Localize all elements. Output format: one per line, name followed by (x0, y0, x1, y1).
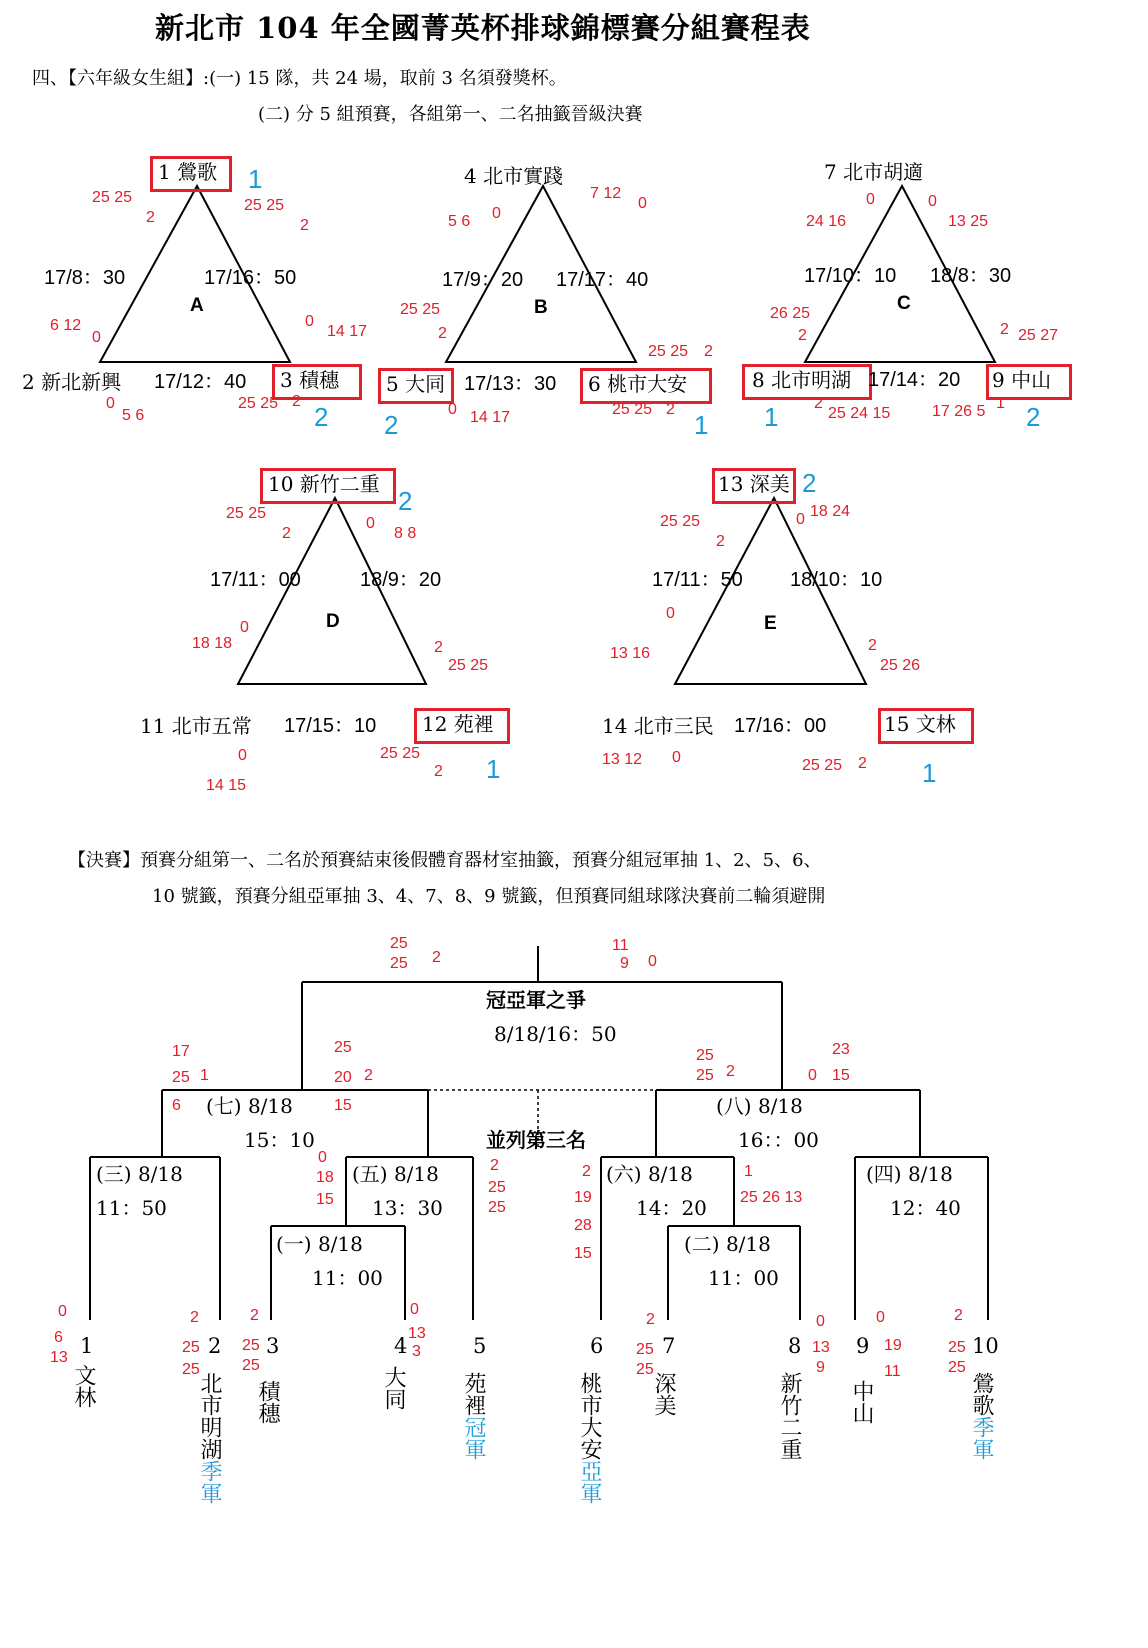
team-name: 大同 (381, 1366, 406, 1410)
score: 13 25 (948, 213, 989, 230)
group-d-top-team: 10 新竹二重 (268, 472, 380, 496)
score: 0 (808, 1067, 817, 1084)
team-name: 桃市大安 (577, 1372, 602, 1460)
slot-number: 7 (662, 1334, 676, 1358)
round-7-label: (七) 8/18 (206, 1094, 293, 1118)
score: 0 (448, 401, 457, 418)
group-a-rank-right: 2 (314, 402, 329, 432)
slot-team-8 (777, 1372, 810, 1460)
score: 2 (432, 949, 441, 966)
slot-number: 10 (972, 1334, 999, 1358)
group-a-top-team: 1 鶯歌 (158, 160, 218, 184)
group-e-left-team: 14 北市三民 (602, 714, 714, 738)
slot-team-6 (577, 1372, 610, 1504)
group-b-left-team: 5 大同 (386, 372, 446, 396)
slot-team-3 (255, 1380, 288, 1424)
award-label: 亞軍 (577, 1460, 602, 1504)
score: 2 (704, 343, 713, 360)
match-time: 17/17：40 (556, 269, 649, 291)
team-name: 深美 (651, 1372, 676, 1416)
score: 11 (612, 937, 629, 954)
score: 25 25 (802, 757, 843, 774)
score: 2 (434, 763, 443, 780)
score: 2 (814, 395, 823, 412)
group-a-left-team: 2 新北新興 (22, 370, 122, 394)
score: 25 (390, 955, 408, 972)
slot-number: 1 (80, 1334, 94, 1358)
slot-team-9 (849, 1380, 882, 1424)
match-time: 17/11：50 (652, 569, 743, 591)
score: 25 (696, 1067, 714, 1084)
intro-line-1: 四、【六年級女生組】:(一) 15 隊，共 24 場，取前 3 名須發獎杯。 (32, 68, 567, 89)
score: 25 26 13 (740, 1189, 803, 1206)
page-title: 新北市 104 年全國菁英杯排球錦標賽分組賽程表 (155, 11, 811, 45)
score: 18 24 (810, 503, 851, 520)
score: 25 27 (1018, 327, 1059, 344)
slot-number: 4 (394, 1334, 408, 1358)
group-label: E (764, 613, 777, 634)
score: 19 (884, 1337, 902, 1354)
match-time: 17/14：20 (868, 369, 961, 391)
score: 25 (488, 1179, 506, 1196)
slot-team-4 (381, 1366, 414, 1410)
group-b-rank-right: 1 (694, 410, 709, 440)
score: 0 (876, 1309, 885, 1326)
slot-team-5 (461, 1372, 494, 1460)
score: 11 (884, 1363, 901, 1380)
group-label: D (326, 611, 340, 632)
group-e-right-team: 15 文林 (884, 712, 956, 736)
score: 17 26 5 (932, 403, 986, 420)
score: 17 (172, 1043, 190, 1060)
group-a-rank-top: 1 (248, 164, 263, 194)
score: 25 (488, 1199, 506, 1216)
final-time: 8/18/16：50 (494, 1022, 617, 1046)
score: 25 (390, 935, 408, 952)
match-time: 17/10：10 (804, 265, 897, 287)
match-time: 17/15：10 (284, 715, 377, 737)
group-a-right-team: 3 積穗 (280, 368, 340, 392)
team-name: 中山 (849, 1380, 874, 1424)
group-label: B (534, 297, 548, 318)
slot-number: 5 (473, 1334, 487, 1358)
score: 6 (54, 1329, 63, 1346)
score: 2 (190, 1309, 199, 1326)
score: 2 (434, 639, 443, 656)
group-d-rank-top: 2 (398, 486, 413, 516)
score: 7 12 (590, 185, 622, 202)
score: 25 25 (226, 505, 267, 522)
score: 0 (816, 1313, 825, 1330)
score: 25 25 (448, 657, 489, 674)
round-7-time: 15：10 (244, 1128, 315, 1152)
score: 2 (282, 525, 291, 542)
round-8-label: (八) 8/18 (716, 1094, 803, 1118)
score: 0 (238, 747, 247, 764)
team-name: 文林 (71, 1364, 96, 1408)
score: 15 (316, 1191, 334, 1208)
group-c-top-team: 7 北市胡適 (824, 160, 924, 184)
score: 0 (866, 191, 875, 208)
score: 15 (832, 1067, 850, 1084)
round-3-label: (三) 8/18 (96, 1162, 183, 1186)
score: 2 (716, 533, 725, 550)
round-2-label: (二) 8/18 (684, 1232, 771, 1256)
match-time: 17/9：20 (442, 269, 524, 291)
score: 9 (816, 1359, 825, 1376)
slot-number: 9 (856, 1334, 870, 1358)
group-e-top-team: 13 深美 (718, 472, 790, 496)
score: 25 25 (400, 301, 441, 318)
slot-team-10 (969, 1372, 1002, 1460)
score: 0 (240, 619, 249, 636)
score: 25 (696, 1047, 714, 1064)
team-name: 積穗 (255, 1380, 280, 1424)
score: 18 18 (192, 635, 233, 652)
match-time: 17/11：00 (210, 569, 301, 591)
third-place-label: 並列第三名 (486, 1128, 586, 1152)
score: 25 26 (880, 657, 921, 674)
score: 25 (242, 1337, 260, 1354)
final-label: 冠亞軍之爭 (486, 988, 586, 1012)
score: 0 (58, 1303, 67, 1320)
score: 25 (636, 1341, 654, 1358)
score: 25 25 (380, 745, 421, 762)
match-time: 17/16：00 (734, 715, 827, 737)
score: 0 (106, 395, 115, 412)
round-8-time: 16：：00 (738, 1128, 819, 1152)
slot-team-1 (71, 1364, 104, 1408)
score: 2 (858, 755, 867, 772)
slot-number: 6 (590, 1334, 604, 1358)
score: 2 (300, 217, 309, 234)
group-c-rank-left: 1 (764, 402, 779, 432)
award-label: 季軍 (969, 1416, 994, 1460)
score: 0 (672, 749, 681, 766)
score: 2 (490, 1157, 499, 1174)
score: 25 25 (660, 513, 701, 530)
group-label: C (897, 293, 911, 314)
score: 25 (182, 1339, 200, 1356)
slot-team-2 (197, 1372, 230, 1504)
score: 25 24 15 (828, 405, 891, 422)
score: 0 (666, 605, 675, 622)
match-time: 18/9：20 (360, 569, 442, 591)
score: 25 25 (244, 197, 285, 214)
group-d-right-team: 12 苑裡 (422, 712, 494, 736)
group-c-left-team: 8 北市明湖 (752, 368, 852, 392)
score: 0 (648, 953, 657, 970)
score: 15 (574, 1245, 592, 1262)
score: 15 (334, 1097, 352, 1114)
score: 1 (200, 1067, 209, 1084)
score: 0 (92, 329, 101, 346)
round-3-time: 11：50 (96, 1196, 167, 1220)
score: 18 (316, 1169, 334, 1186)
score: 25 25 (612, 401, 653, 418)
score: 2 (646, 1311, 655, 1328)
score: 2 (364, 1067, 373, 1084)
score: 25 (636, 1361, 654, 1378)
team-name: 苑裡 (461, 1372, 486, 1416)
round-1-time: 11：00 (312, 1266, 383, 1290)
score: 6 (172, 1097, 181, 1114)
score: 25 (172, 1069, 190, 1086)
group-b-top-team: 4 北市實踐 (464, 164, 564, 188)
round-6-label: (六) 8/18 (606, 1162, 693, 1186)
score: 13 (50, 1349, 68, 1366)
slot-team-7 (651, 1372, 684, 1416)
match-time: 17/12：40 (154, 371, 247, 393)
score: 1 (744, 1163, 753, 1180)
award-label: 季軍 (197, 1460, 222, 1504)
round-1-label: (一) 8/18 (276, 1232, 363, 1256)
group-d-rank-right: 1 (486, 754, 501, 784)
score: 3 (412, 1343, 421, 1360)
score: 5 6 (448, 213, 471, 230)
score: 8 8 (394, 525, 417, 542)
score: 9 (620, 955, 629, 972)
score: 25 (948, 1359, 966, 1376)
score: 0 (366, 515, 375, 532)
score: 25 25 (648, 343, 689, 360)
score: 1 (996, 395, 1005, 412)
score: 2 (798, 327, 807, 344)
score: 6 12 (50, 317, 82, 334)
score: 14 17 (470, 409, 511, 426)
score: 20 (334, 1069, 352, 1086)
group-d-left-team: 11 北市五常 (140, 714, 252, 738)
score: 13 16 (610, 645, 651, 662)
match-time: 18/10：10 (790, 569, 883, 591)
score: 25 (242, 1357, 260, 1374)
round-6-time: 14：20 (636, 1196, 707, 1220)
group-c-rank-right: 2 (1026, 402, 1041, 432)
round-2-time: 11：00 (708, 1266, 779, 1290)
score: 0 (928, 193, 937, 210)
score: 2 (292, 393, 301, 410)
round-4-time: 12：40 (890, 1196, 961, 1220)
score: 0 (318, 1149, 327, 1166)
intro-line-2: (二) 分 5 組預賽，各組第一、二名抽籤晉級決賽 (258, 104, 643, 125)
score: 25 (948, 1339, 966, 1356)
score: 2 (726, 1063, 735, 1080)
finals-intro-line-2: 10 號籤，預賽分組亞軍抽 3、4、7、8、9 號籤，但預賽同組球隊決賽前二輪須避開 (152, 886, 826, 907)
round-5-time: 13：30 (372, 1196, 443, 1220)
team-name: 鶯歌 (969, 1372, 994, 1416)
team-name: 北市明湖 (197, 1372, 222, 1460)
score: 0 (305, 313, 314, 330)
score: 0 (410, 1301, 419, 1318)
group-b-rank-left: 2 (384, 410, 399, 440)
award-label: 冠軍 (461, 1416, 486, 1460)
score: 24 16 (806, 213, 847, 230)
group-e-rank-right: 1 (922, 758, 937, 788)
score: 5 6 (122, 407, 145, 424)
score: 13 (812, 1339, 830, 1356)
score: 0 (638, 195, 647, 212)
score: 25 (334, 1039, 352, 1056)
round-4-label: (四) 8/18 (866, 1162, 953, 1186)
match-time: 17/8：30 (44, 267, 126, 289)
score: 28 (574, 1217, 592, 1234)
score: 13 (408, 1325, 426, 1342)
round-5-label: (五) 8/18 (352, 1162, 439, 1186)
group-b-right-team: 6 桃市大安 (588, 372, 688, 396)
slot-number: 2 (208, 1334, 222, 1358)
score: 14 17 (327, 323, 368, 340)
slot-number: 3 (266, 1334, 280, 1358)
group-c-right-team: 9 中山 (992, 368, 1052, 392)
score: 2 (582, 1163, 591, 1180)
match-time: 17/16：50 (204, 267, 297, 289)
score: 26 25 (770, 305, 811, 322)
score: 25 (182, 1361, 200, 1378)
score: 2 (146, 209, 155, 226)
group-e-rank-top: 2 (802, 468, 817, 498)
score: 25 25 (92, 189, 133, 206)
score: 19 (574, 1189, 592, 1206)
score: 2 (1000, 321, 1009, 338)
match-time: 17/13：30 (464, 373, 557, 395)
score: 14 15 (206, 777, 247, 794)
match-time: 18/8：30 (930, 265, 1012, 287)
score: 2 (954, 1307, 963, 1324)
score: 2 (250, 1307, 259, 1324)
score: 2 (666, 401, 675, 418)
slot-number: 8 (788, 1334, 802, 1358)
team-name: 新竹二重 (777, 1372, 802, 1460)
score: 2 (438, 325, 447, 342)
score: 23 (832, 1041, 850, 1058)
score: 25 25 (238, 395, 279, 412)
group-label: A (190, 295, 204, 316)
score: 0 (796, 511, 805, 528)
score: 0 (492, 205, 501, 222)
score: 13 12 (602, 751, 643, 768)
score: 2 (868, 637, 877, 654)
finals-intro-line-1: 【決賽】預賽分組第一、二名於預賽結束後假體育器材室抽籤，預賽分組冠軍抽 1、2、5、6、 (68, 850, 822, 871)
